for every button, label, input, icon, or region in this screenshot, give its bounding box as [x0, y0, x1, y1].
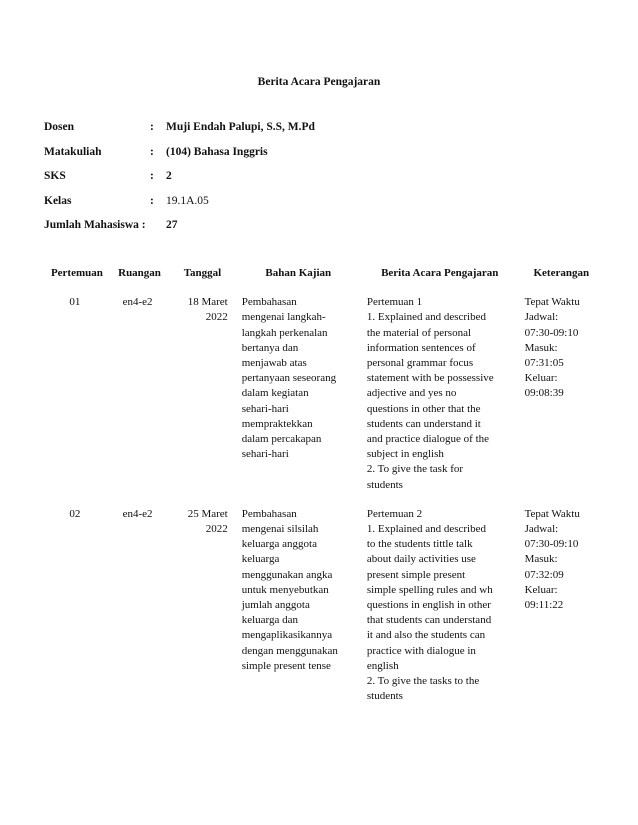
- cell-tanggal: [169, 507, 235, 705]
- cell-bahan-kajian-line: langkah perkenalan: [241, 326, 328, 339]
- cell-keterangan-line: Keluar:: [524, 372, 558, 385]
- info-value: (104) Bahasa Inggris: [166, 145, 268, 158]
- column-header-bahan-kajian: Bahan Kajian: [265, 267, 332, 279]
- info-label: Jumlah Mahasiswa :: [44, 219, 146, 231]
- cell-bahan-kajian-line: mengaplikasikannya: [241, 629, 333, 642]
- cell-bahan-kajian-line: untuk menyebutkan: [241, 583, 329, 596]
- cell-berita-acara-line: personal grammar focus: [366, 357, 474, 370]
- cell-keterangan-line: Masuk:: [524, 553, 558, 566]
- info-value: 27: [166, 219, 178, 231]
- cell-berita-acara-line: information sentences of: [366, 341, 476, 354]
- cell-bahan-kajian-line: menjawab atas: [241, 357, 307, 370]
- cell-tanggal: [169, 295, 235, 493]
- info-label: Kelas: [44, 194, 72, 207]
- cell-bahan-kajian-line: Pembahasan: [241, 507, 297, 520]
- cell-keterangan: [519, 507, 604, 705]
- cell-keterangan-line: 07:32:09: [524, 568, 564, 581]
- cell-bahan-kajian-line: keluarga dan: [241, 614, 299, 627]
- info-value: 2: [166, 170, 172, 182]
- cell-berita-acara-line: 2. To give the task for: [366, 463, 464, 476]
- cell-bahan-kajian-line: mengenai langkah-: [241, 311, 326, 324]
- cell-berita-acara-line: students: [366, 478, 403, 491]
- cell-tanggal-line: 25 Maret: [187, 507, 228, 520]
- cell-bahan-kajian-line: pertanyaan seseorang: [241, 372, 337, 385]
- column-header-pertemuan: Pertemuan: [50, 267, 103, 279]
- cell-berita-acara-line: and practice dialogue of the: [366, 433, 490, 446]
- cell-keterangan: [519, 295, 604, 493]
- cell-tanggal-line: 2022: [205, 523, 228, 536]
- table-row: [44, 507, 604, 705]
- cell-berita-acara-line: 1. Explained and described: [366, 523, 486, 536]
- cell-bahan-kajian-line: mempraktekkan: [241, 417, 313, 430]
- cell-bahan-kajian-line: simple present tense: [241, 659, 331, 672]
- info-colon: :: [150, 194, 154, 207]
- info-colon: :: [150, 145, 154, 158]
- cell-berita-acara-line: statement with be possessive: [366, 372, 494, 385]
- cell-berita-acara-line: questions in english in other: [366, 599, 491, 612]
- table-row: [44, 295, 604, 493]
- cell-bahan-kajian-line: Pembahasan: [241, 296, 297, 309]
- cell-berita-acara-line: that students can understand: [366, 614, 492, 627]
- cell-keterangan-line: Tepat Waktu: [524, 296, 580, 309]
- cell-berita-acara-line: subject in english: [366, 448, 444, 461]
- cell-berita-acara-line: questions in other that the: [366, 402, 481, 415]
- cell-keterangan-line: Jadwal:: [524, 523, 559, 536]
- document-title: Berita Acara Pengajaran: [257, 76, 381, 88]
- cell-pertemuan: 02: [69, 507, 81, 520]
- cell-keterangan-line: 07:31:05: [524, 357, 564, 370]
- cell-ruangan: en4-e2: [122, 296, 153, 309]
- cell-bahan-kajian-line: dengan menggunakan: [241, 644, 338, 657]
- cell-berita-acara-line: Pertemuan 1: [366, 296, 423, 309]
- cell-tanggal-line: 18 Maret: [187, 296, 228, 309]
- info-label: SKS: [44, 170, 66, 182]
- cell-berita-acara-line: adjective and yes no: [366, 387, 457, 400]
- cell-berita-acara-line: about daily activities use: [366, 553, 476, 566]
- info-colon: :: [150, 170, 154, 182]
- cell-bahan-kajian-line: bertanya dan: [241, 341, 299, 354]
- info-value: 19.1A.05: [166, 194, 209, 207]
- column-header-keterangan: Keterangan: [533, 267, 590, 279]
- row-spacer: [44, 493, 604, 507]
- cell-bahan-kajian-line: menggunakan angka: [241, 568, 333, 581]
- row-spacer-cell: [44, 493, 604, 507]
- cell-tanggal-line: 2022: [205, 311, 228, 324]
- cell-berita-acara: [361, 507, 519, 705]
- cell-bahan-kajian-line: keluarga: [241, 553, 280, 566]
- column-header-berita-acara: Berita Acara Pengajaran: [381, 267, 499, 279]
- cell-keterangan-line: 09:11:22: [524, 599, 564, 612]
- cell-bahan-kajian-line: sehari-hari: [241, 448, 289, 461]
- cell-keterangan-line: Jadwal:: [524, 311, 559, 324]
- cell-keterangan-line: 07:30-09:10: [524, 326, 579, 339]
- cell-keterangan-line: Keluar:: [524, 583, 558, 596]
- cell-bahan-kajian-line: sehari-hari: [241, 402, 289, 415]
- cell-berita-acara-line: the material of personal: [366, 326, 472, 339]
- cell-berita-acara: [361, 295, 519, 493]
- table-header-row: [44, 266, 604, 295]
- cell-berita-acara-line: students: [366, 690, 403, 703]
- teaching-record-table: [44, 266, 604, 704]
- cell-bahan-kajian-line: mengenai silsilah: [241, 523, 319, 536]
- column-header-ruangan: Ruangan: [118, 267, 161, 279]
- info-label: Matakuliah: [44, 145, 102, 158]
- cell-berita-acara-line: 2. To give the tasks to the: [366, 675, 480, 688]
- cell-bahan-kajian-line: dalam percakapan: [241, 433, 322, 446]
- cell-berita-acara-line: Pertemuan 2: [366, 507, 423, 520]
- cell-berita-acara-line: present simple present: [366, 568, 466, 581]
- cell-pertemuan: 01: [69, 296, 81, 309]
- cell-bahan-kajian-line: dalam kegiatan: [241, 387, 309, 400]
- cell-berita-acara-line: 1. Explained and described: [366, 311, 486, 324]
- cell-ruangan: en4-e2: [122, 507, 153, 520]
- table-body: [44, 295, 604, 704]
- cell-bahan-kajian: [236, 507, 361, 705]
- info-value: Muji Endah Palupi, S.S, M.Pd: [166, 121, 315, 133]
- cell-berita-acara-line: english: [366, 659, 399, 672]
- cell-keterangan-line: 09:08:39: [524, 387, 564, 400]
- cell-bahan-kajian: [236, 295, 361, 493]
- cell-berita-acara-line: it and also the students can: [366, 629, 486, 642]
- cell-berita-acara-line: students can understand it: [366, 417, 481, 430]
- cell-keterangan-line: Masuk:: [524, 341, 558, 354]
- cell-keterangan-line: 07:30-09:10: [524, 538, 579, 551]
- info-label: Dosen: [44, 121, 75, 133]
- cell-berita-acara-line: to the students tittle talk: [366, 538, 473, 551]
- cell-berita-acara-line: simple spelling rules and wh: [366, 583, 493, 596]
- column-header-tanggal: Tanggal: [183, 267, 222, 279]
- cell-bahan-kajian-line: keluarga anggota: [241, 538, 317, 551]
- info-colon: :: [150, 121, 154, 133]
- cell-bahan-kajian-line: jumlah anggota: [241, 599, 310, 612]
- cell-keterangan-line: Tepat Waktu: [524, 507, 580, 520]
- cell-berita-acara-line: practice with dialogue in: [366, 644, 476, 657]
